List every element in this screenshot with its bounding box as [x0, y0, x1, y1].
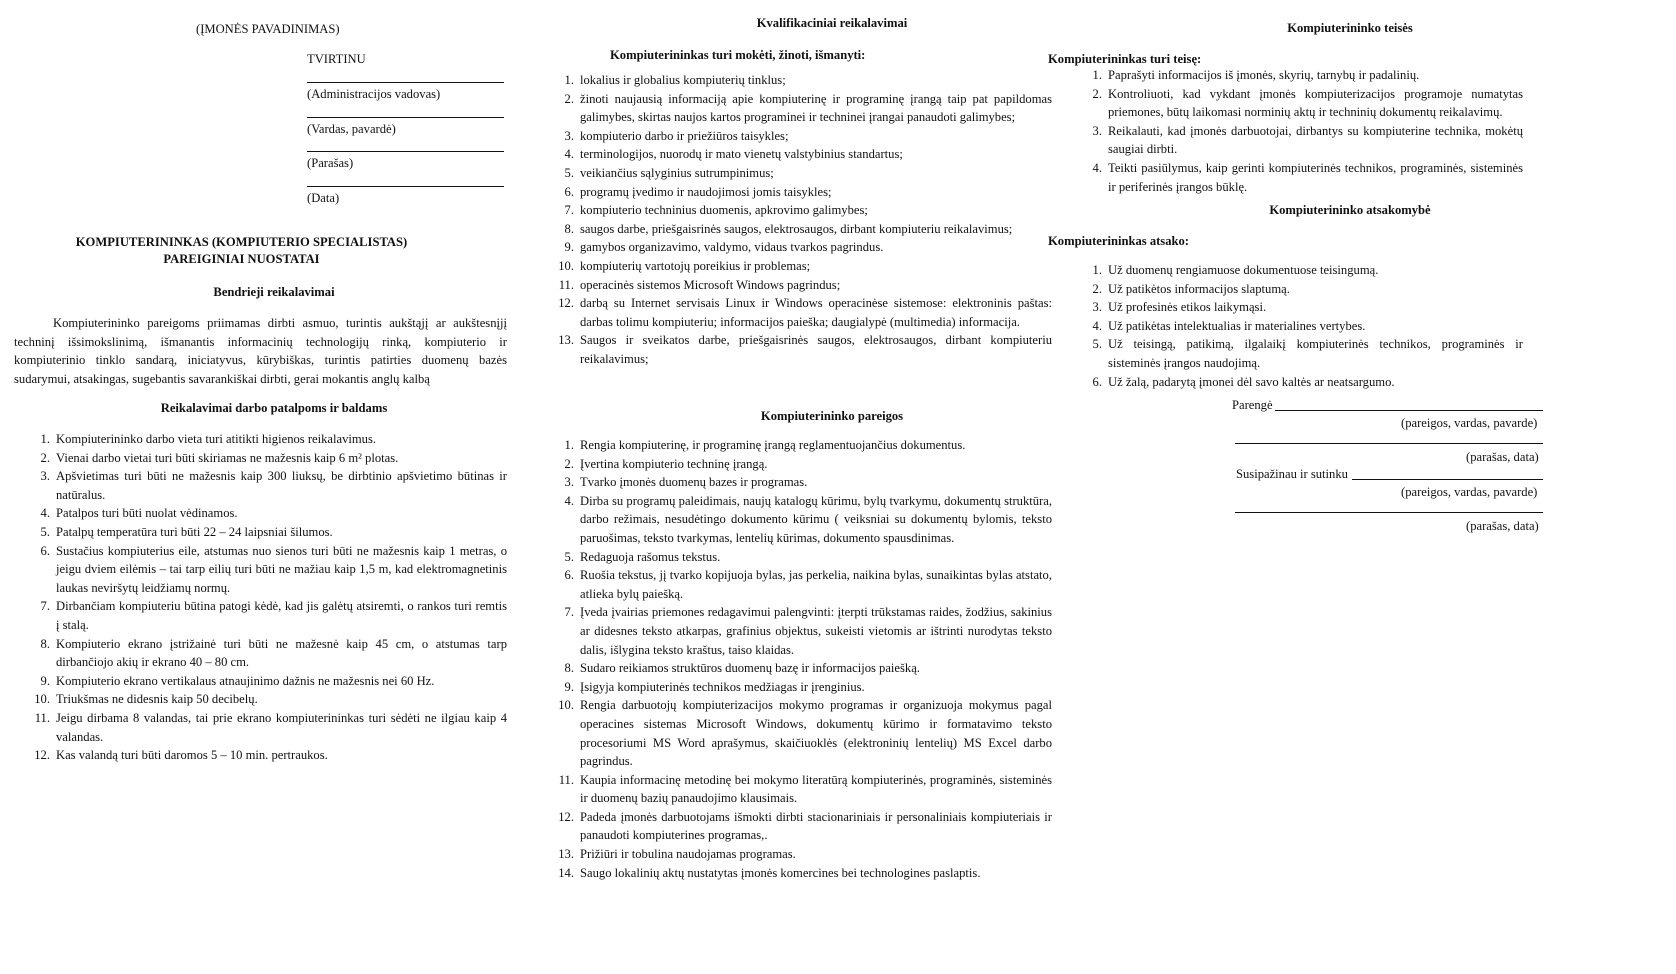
list-item [538, 492, 1052, 548]
list-item-text: Kas valandą turi būti daromos 5 – 10 min. pertraukos. [56, 748, 328, 763]
list-item-number: 3. [1092, 123, 1102, 138]
list-item-text: kompiuterio techninius duomenis, apkrovimo galimybes; [580, 203, 868, 218]
list-item [1066, 261, 1523, 280]
list-item-text: terminologijos, nuorodų ir mato vienetų valstybinius standartus; [580, 147, 903, 162]
list-item-number: 1. [1092, 68, 1102, 82]
list-item-text: Tvarko įmonės duomenų bazes ir programas. [580, 475, 808, 490]
sign-label-admin: (Administracijos vadovas) [307, 87, 441, 101]
list-item [538, 257, 1052, 276]
list-item [1066, 317, 1523, 336]
list-item [14, 504, 507, 523]
qualification-subheading: Kompiuterininkas turi mokėti, žinoti, išmanyti: [610, 48, 866, 62]
list-item-number: 12. [34, 748, 50, 763]
list-item-text: Įsigyja kompiuterinės technikos medžiagas ir įrenginius. [580, 679, 865, 694]
list-item-text: Kontroliuoti, kad vykdant įmonės kompiuterizacijos programoje numatytas priemones, būtų laikomasi norminių aktų ir techninių dokumentų reikalavimų. [1108, 86, 1523, 120]
list-item-text: Dirbančiam kompiuteriu būtina patogi kėdė, kad jis galėtų atsiremti, o rankos turi remtis į stalą. [56, 599, 507, 632]
list-item-number: 8. [564, 221, 574, 236]
prepared-signature-hint: (parašas, data) [1466, 450, 1539, 464]
list-item-text: kompiuterių vartotojų poreikius ir problemas; [580, 258, 811, 273]
premises-heading: Reikalavimai darbo patalpoms ir baldams [160, 401, 388, 415]
list-item-text: žinoti naujausią informaciją apie kompiuterinę ir programinę įrangą taip pat papildomas galimybes, skirtas naujos kartos programinei ir techninei įrangai panaudoti galimybes; [580, 91, 1052, 125]
list-item-text: Sudaro reikiamos struktūros duomenų bazę ir informacijos paiešką. [580, 661, 920, 676]
list-item [538, 164, 1052, 183]
prepared-signature-line [1235, 443, 1543, 444]
qualification-list [538, 71, 1052, 369]
list-item-text: operacinės sistemos Microsoft Windows pagrindus; [580, 277, 841, 292]
list-item [14, 449, 507, 468]
list-item-number: 2. [1092, 86, 1102, 101]
list-item [14, 690, 507, 709]
list-item [538, 294, 1052, 331]
general-text: Kompiuterininko pareigoms priimamas dirbti asmuo, turintis aukštąjį ar aukštesnįjį techninį išsimokslinimą, išmanantis informacinių technologijų rinką, kompiuterio ir kompiuterinio tinklo sandarą, iniciatyvus, kūrybiškas, turintis patirties duomenų bazės sudarymui, atsakingas, sugebantis savarankiškai dirbti, gerai mokantis anglų kalbą [14, 316, 507, 386]
list-item-number: 1. [1092, 263, 1102, 277]
list-item-number: 9. [564, 679, 574, 694]
list-item-number: 11. [34, 710, 50, 725]
list-item [538, 845, 1052, 864]
list-item-number: 10. [34, 692, 50, 707]
list-item-text: Sustačius kompiuterius eile, atstumas nuo sienos turi būti ne mažesnis kaip 1 metras, o jeigu dviem eilėmis – tai tarp eilių turi būti ne mažiau kaip 1,5 m, kad elektromagnetinis laukas neviršytų leidžiamų normų. [56, 543, 507, 595]
list-item-text: Už duomenų rengiamuose dokumentuose teisingumą. [1108, 263, 1379, 277]
list-item-text: Kaupia informacinę metodinę bei mokymo literatūrą kompiuterinės, programinės, sisteminės ir duomenų bazių panaudojimo klausimais. [580, 772, 1052, 806]
list-item [14, 635, 507, 672]
list-item-number: 1. [40, 432, 50, 446]
general-heading: Bendrieji reikalavimai [213, 285, 335, 299]
list-item-text: veikiančius sąlyginius sutrumpinimus; [580, 165, 774, 180]
sign-label-signature: (Parašas) [307, 156, 354, 170]
sign-label-date: (Data) [307, 191, 340, 205]
list-item-text: Už profesinės etikos laikymąsi. [1108, 300, 1267, 315]
list-item-number: 8. [40, 636, 50, 651]
list-item-text: Saugos ir sveikatos darbe, priešgaisrinės saugos, elektrosaugos, dirbant kompiuteriu reikalavimus; [580, 333, 1052, 366]
agreed-signature-line [1235, 512, 1543, 513]
list-item [538, 696, 1052, 770]
list-item [14, 746, 507, 765]
list-item-text: Patalpų temperatūra turi būti 22 – 24 laipsniai šilumos. [56, 524, 333, 539]
rights-heading: Kompiuterininko teisės [1287, 21, 1413, 35]
list-item [1066, 85, 1523, 122]
list-item-text: Paprašyti informacijos iš įmonės, skyrių, tarnybų ir padalinių. [1108, 68, 1420, 82]
list-item [14, 542, 507, 598]
list-item-number: 5. [40, 524, 50, 539]
list-item-number: 14. [558, 865, 574, 880]
list-item-number: 3. [564, 475, 574, 490]
list-item [1066, 159, 1523, 196]
list-item-number: 13. [558, 847, 574, 862]
list-item-number: 10. [558, 698, 574, 713]
responsibility-heading: Kompiuterininko atsakomybė [1269, 203, 1431, 217]
list-item [14, 709, 507, 746]
list-item-number: 3. [564, 128, 574, 143]
list-item-text: Rengia darbuotojų kompiuterizacijos mokymo programas ir organizuoja mokymus pagal operacines sistemas Microsoft Windows, dokumentų kūrimo ir formatavimo teksto procesoriumi MS Word aprašymus, skaičiuoklės (elektroninių lentelių) MS Excel darbo pagrindus. [580, 698, 1052, 769]
list-item-text: Įveda įvairias priemones redagavimui palengvinti: įterpti trūkstamas raides, žodžius, sakinius ar didesnes teksto atkarpas, grafinius objektus, sukeisti vietomis ar ištrinti nurodytas teksto dalis, išlygina teksto kraštus, taiso klaidas. [580, 605, 1052, 657]
list-item [538, 127, 1052, 146]
list-item [1066, 373, 1523, 392]
list-item-text: Patalpos turi būti nuolat vėdinamos. [56, 506, 238, 521]
list-item [1066, 280, 1523, 299]
list-item-number: 4. [40, 506, 50, 521]
list-item-text: Už žalą, padarytą įmonei dėl savo kaltės ar neatsargumo. [1108, 374, 1395, 389]
list-item [538, 566, 1052, 603]
list-item-number: 5. [564, 165, 574, 180]
list-item [538, 808, 1052, 845]
list-item [14, 467, 507, 504]
list-item-number: 4. [564, 493, 574, 508]
rights-subheading: Kompiuterininkas turi teisę: [1048, 52, 1202, 66]
agreed-signature-hint: (parašas, data) [1466, 519, 1539, 533]
list-item [538, 864, 1052, 883]
list-item [1066, 122, 1523, 159]
list-item-text: Reikalauti, kad įmonės darbuotojai, dirbantys su kompiuterine technika, mokėtų saugiai dirbti. [1108, 123, 1523, 157]
list-item-number: 4. [564, 147, 574, 162]
list-item [538, 276, 1052, 295]
list-item-text: Apšvietimas turi būti ne mažesnis kaip 300 liuksų, be dirbtinio apšvietimo būtinas ir natūralus. [56, 469, 507, 502]
list-item-number: 2. [40, 450, 50, 465]
premises-list [14, 430, 507, 765]
list-item [538, 603, 1052, 659]
list-item [538, 238, 1052, 257]
sign-line [307, 151, 504, 152]
list-item-number: 2. [564, 456, 574, 471]
list-item-number: 4. [1092, 160, 1102, 175]
list-item [538, 473, 1052, 492]
list-item [538, 71, 1052, 90]
list-item-number: 7. [564, 203, 574, 218]
prepared-position-hint: (pareigos, vardas, pavarde) [1401, 416, 1538, 430]
duties-list [538, 436, 1052, 882]
document-title-line2: PAREIGINIAI NUOSTATAI [163, 252, 320, 266]
list-item-number: 9. [40, 673, 50, 688]
duties-heading: Kompiuterininko pareigos [760, 409, 904, 423]
list-item-number: 7. [40, 599, 50, 614]
agreed-position-hint: (pareigos, vardas, pavarde) [1401, 485, 1538, 499]
list-item-text: Padeda įmonės darbuotojams išmokti dirbti stacionariniais ir personaliniais kompiuteriais ir panaudoti kompiuterines programas,. [580, 809, 1052, 843]
list-item [538, 331, 1052, 368]
list-item-text: programų įvedimo ir naudojimosi jomis taisykles; [580, 184, 832, 199]
list-item-text: Vienai darbo vietai turi būti skiriamas ne mažesnis kaip 6 m² plotas. [56, 450, 399, 465]
list-item-number: 12. [558, 809, 574, 824]
list-item-number: 2. [1092, 281, 1102, 296]
list-item-number: 10. [558, 258, 574, 273]
sign-line [307, 117, 504, 118]
list-item-text: Saugo lokalinių aktų nustatytas įmonės komercines bei technologines paslaptis. [580, 865, 981, 880]
list-item-text: Teikti pasiūlymus, kaip gerinti kompiuterinės technikos, programinės, sisteminės ir periferinės įrangos būklę. [1108, 160, 1523, 194]
list-item [538, 145, 1052, 164]
list-item [538, 659, 1052, 678]
list-item [538, 90, 1052, 127]
list-item-text: Už patikėtas intelektualias ir materialines vertybes. [1108, 318, 1366, 333]
list-item-text: saugos darbe, priešgaisrinės saugos, elektrosaugos, dirbant kompiuteriu reikalavimus; [580, 221, 1013, 236]
list-item [538, 220, 1052, 239]
list-item-number: 8. [564, 661, 574, 676]
list-item-text: Jeigu dirbama 8 valandas, tai prie ekrano kompiuterininkas turi sėdėti ne ilgiau kaip 4 valandas. [56, 710, 507, 744]
list-item-text: kompiuterio darbo ir priežiūros taisykles; [580, 128, 789, 143]
document-title-line1: KOMPIUTERININKAS (KOMPIUTERIO SPECIALISTAS) [75, 235, 408, 249]
list-item [538, 436, 1052, 455]
rights-list [1066, 66, 1523, 196]
list-item [538, 678, 1052, 697]
list-item-number: 6. [564, 184, 574, 199]
list-item-number: 2. [564, 91, 574, 106]
list-item [1066, 298, 1523, 317]
list-item-text: Dirba su programų paleidimais, naujų katalogų kūrimu, bylų tvarkymu, dokumentų struktūra, darbo režimais, nesudėtingo dokumento kūrimu ( veiksniai su dokumentų bylomis, teksto paruošimas, teksto tvarkymas, lentelių kūrimas, dokumento spausdinimas. [580, 493, 1052, 545]
list-item-text: Triukšmas ne didesnis kaip 50 decibelų. [56, 692, 258, 707]
list-item-text: Kompiuterio ekrano vertikalaus atnaujinimo dažnis ne mažesnis nei 60 Hz. [56, 673, 435, 688]
list-item-number: 6. [564, 568, 574, 583]
responsibility-subheading: Kompiuterininkas atsako: [1048, 234, 1190, 248]
list-item-number: 3. [40, 469, 50, 484]
prepared-line [1275, 410, 1543, 411]
list-item-text: Įvertina kompiuterio techninę įrangą. [580, 456, 768, 471]
list-item [14, 672, 507, 691]
list-item-text: Redaguoja rašomus tekstus. [580, 549, 721, 564]
prepared-label: Parengė [1232, 398, 1273, 412]
sign-label-name: (Vardas, pavardė) [307, 122, 396, 136]
list-item [538, 771, 1052, 808]
list-item-number: 12. [558, 296, 574, 311]
list-item-number: 1. [564, 73, 574, 87]
list-item-text: gamybos organizavimo, valdymo, vidaus tvarkos pagrindus. [580, 240, 884, 255]
list-item-text: Prižiūri ir tobulina naudojamas programas. [580, 847, 796, 862]
sign-line [307, 82, 504, 83]
list-item [14, 430, 507, 449]
company-name: (ĮMONĖS PAVADINIMAS) [196, 22, 340, 36]
list-item-number: 5. [564, 549, 574, 564]
qualification-heading: Kvalifikaciniai reikalavimai [756, 16, 908, 30]
list-item [538, 548, 1052, 567]
list-item-text: Ruošia tekstus, jį tvarko kopijuoja bylas, jas perkelia, naikina bylas, sunaikintas bylas atstato, atlieka bylų paiešką. [580, 568, 1052, 601]
list-item [538, 183, 1052, 202]
list-item [1066, 335, 1523, 372]
list-item-number: 6. [1092, 374, 1102, 389]
agreed-line [1352, 479, 1543, 480]
list-item-number: 7. [564, 605, 574, 620]
approve-label: TVIRTINU [307, 52, 366, 66]
list-item-text: Rengia kompiuterinę, ir programinę įrangą reglamentuojančius dokumentus. [580, 438, 966, 452]
list-item [538, 201, 1052, 220]
list-item-text: Kompiuterininko darbo vieta turi atitikti higienos reikalavimus. [56, 432, 377, 446]
list-item-text: Už patikėtos informacijos slaptumą. [1108, 281, 1290, 296]
list-item-number: 11. [558, 277, 574, 292]
list-item [14, 597, 507, 634]
list-item-text: Kompiuterio ekrano įstrižainė turi būti ne mažesnė kaip 45 cm, o atstumas tarp dirbančiojo akių ir ekrano 40 – 80 cm. [56, 636, 507, 670]
agreed-label: Susipažinau ir sutinku [1236, 467, 1348, 481]
list-item-number: 13. [558, 333, 574, 348]
responsibility-list [1066, 261, 1523, 391]
list-item-number: 3. [1092, 300, 1102, 315]
list-item [538, 455, 1052, 474]
list-item-number: 6. [40, 543, 50, 558]
list-item-number: 4. [1092, 318, 1102, 333]
list-item-text: lokalius ir globalius kompiuterių tinklus; [580, 73, 786, 87]
list-item-text: Už teisingą, patikimą, ilgalaikį kompiuterinės technikos, programinės ir sisteminės įrangos naudojimą. [1108, 337, 1523, 370]
list-item-number: 1. [564, 438, 574, 452]
list-item [1066, 66, 1523, 85]
list-item-text: darbą su Internet servisais Linux ir Windows operacinėse sistemose: elektroninis paštas: darbas tolimu kompiuteriu; informacijos paieška; daugialypė (multimedia) informacija. [580, 296, 1052, 329]
list-item-number: 9. [564, 240, 574, 255]
list-item-number: 11. [558, 772, 574, 787]
list-item-number: 5. [1092, 337, 1102, 352]
sign-line [307, 186, 504, 187]
list-item [14, 523, 507, 542]
